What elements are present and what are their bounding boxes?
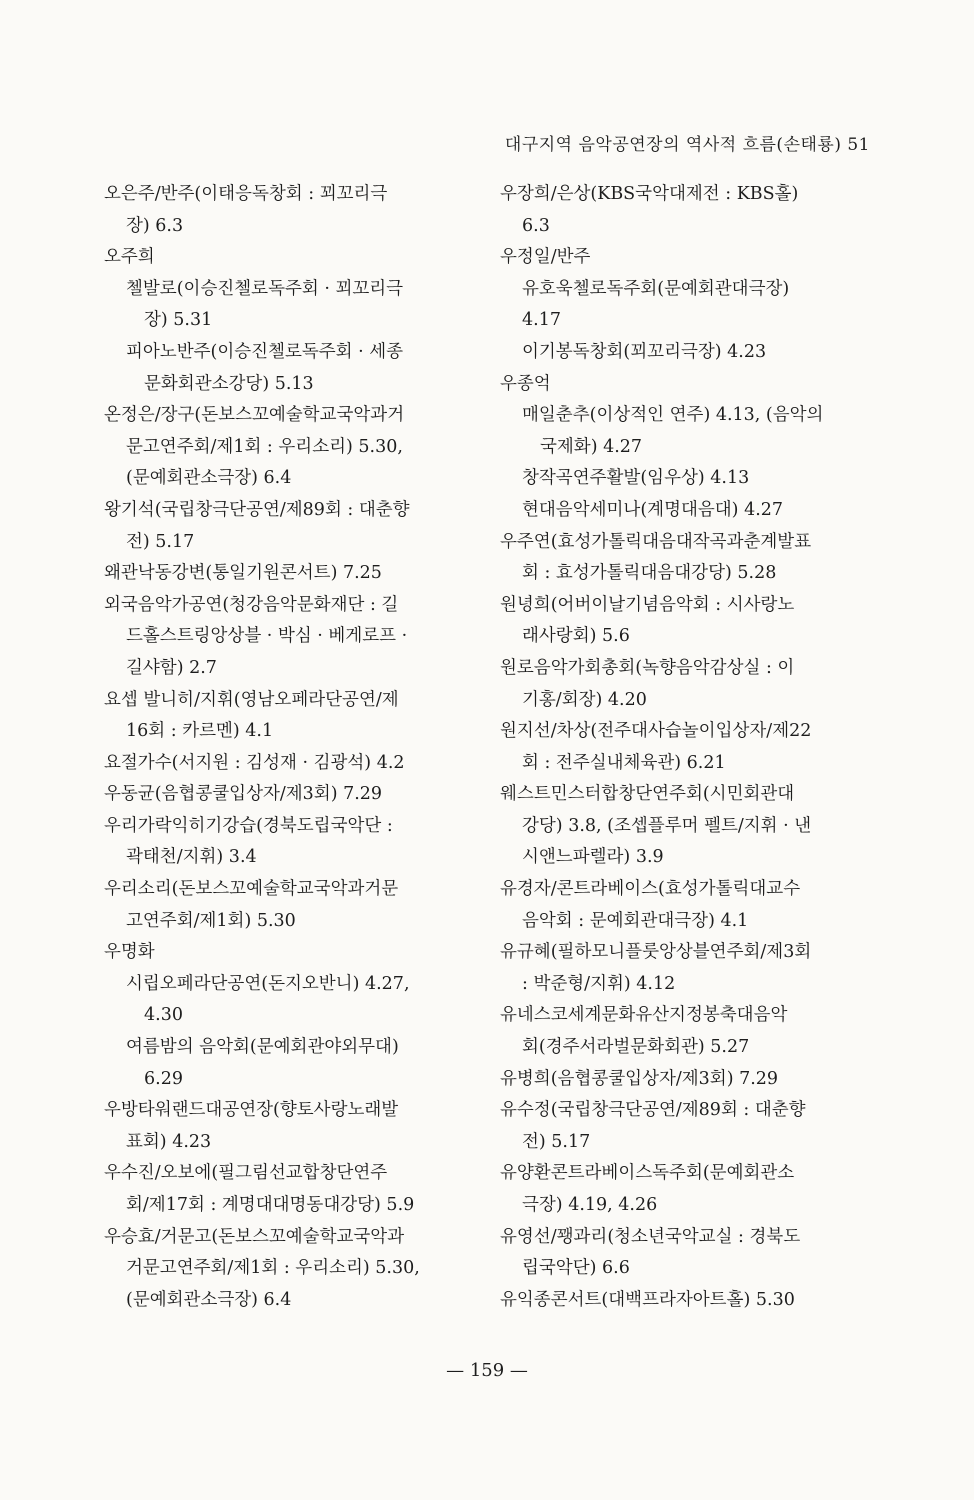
index-line: 곽태천/지휘) 3.4	[126, 847, 257, 868]
index-line: 장) 6.3	[126, 215, 184, 236]
index-line: 우명화	[104, 942, 155, 963]
index-line: 길샤함) 2.7	[126, 657, 217, 678]
index-line: 16회 : 카르멘) 4.1	[126, 721, 274, 742]
index-line: 회 : 전주실내체육관) 6.21	[522, 752, 726, 773]
running-header: 대구지역 음악공연장의 역사적 흐름(손태룡) 51	[504, 135, 870, 155]
index-line: 시립오페라단공연(돈지오반니) 4.27,	[126, 973, 410, 994]
index-line: : 박준형/지휘) 4.12	[522, 973, 676, 994]
index-line: 유경자/콘트라베이스(효성가톨릭대교수	[500, 879, 801, 900]
index-line: 왕기석(국립창극단공연/제89회 : 대춘향	[104, 499, 410, 520]
index-line: 우동균(음협콩쿨입상자/제3회) 7.29	[104, 784, 383, 805]
index-line: 장) 5.31	[144, 310, 213, 331]
index-line: 문고연주회/제1회 : 우리소리) 5.30,	[126, 436, 403, 457]
index-line: 래사랑회) 5.6	[522, 626, 630, 647]
index-line: 거문고연주회/제1회 : 우리소리) 5.30,	[126, 1258, 420, 1279]
page-number: — 159 —	[446, 1360, 528, 1381]
index-line: 강당) 3.8, (조셉플루머 펠트/지휘 · 낸	[522, 815, 812, 836]
index-column-right	[500, 179, 872, 1316]
index-line: 시앤느파렐라) 3.9	[522, 847, 664, 868]
index-line: 첼발로(이승진첼로독주회 · 꾀꼬리극	[126, 278, 404, 299]
index-line: 여름밤의 음악회(문예회관야외무대)	[126, 1037, 399, 1058]
index-line: 우종억	[500, 373, 551, 394]
index-line: 창작곡연주활발(임우상) 4.13	[522, 468, 750, 489]
index-line: 회/제17회 : 계명대대명동대강당) 5.9	[126, 1195, 415, 1215]
index-line: (문예회관소극장) 6.4	[126, 468, 292, 489]
index-line: 유병희(음협콩쿨입상자/제3회) 7.29	[500, 1068, 779, 1089]
index-line: 외국음악가공연(청강음악문화재단 : 길	[104, 594, 399, 615]
index-line: 우정일/반주	[500, 247, 591, 268]
index-line: 우장희/은상(KBS국악대제전 : KBS홀)	[500, 184, 799, 204]
index-line: 온정은/장구(돈보스꼬예술학교국악과거	[104, 405, 405, 426]
index-line: 고연주회/제1회) 5.30	[126, 910, 296, 931]
index-line: 요셉 발니히/지휘(영남오페라단공연/제	[104, 689, 399, 710]
index-line: 원지선/차상(전주대사습놀이입상자/제22	[500, 721, 812, 742]
index-line: (문예회관소극장) 6.4	[126, 1289, 292, 1310]
index-line: 회 : 효성가톨릭대음대강당) 5.28	[522, 563, 777, 584]
index-line: 극장) 4.19, 4.26	[522, 1195, 658, 1215]
index-line: 웨스트민스터합창단연주회(시민회관대	[500, 784, 795, 805]
index-line: 원로음악가회총회(녹향음악감상실 : 이	[500, 657, 795, 678]
index-line: 우주연(효성가톨릭대음대작곡과춘계발표	[500, 531, 812, 552]
index-line: 유양환콘트라베이스독주회(문예회관소	[500, 1163, 795, 1184]
index-line: 우리가락익히기강습(경북도립국악단 :	[104, 815, 393, 836]
index-line: 문화회관소강당) 5.13	[144, 373, 314, 394]
index-line: 4.30	[144, 1005, 183, 1026]
index-line: 유호욱첼로독주회(문예회관대극장)	[522, 278, 790, 299]
index-line: 표회) 4.23	[126, 1131, 212, 1152]
index-line: 유수정(국립창극단공연/제89회 : 대춘향	[500, 1100, 806, 1121]
index-line: 요절가수(서지원 : 김성재 · 김광석) 4.2	[104, 752, 405, 773]
index-line: 드홀스트링앙상블 · 박심 · 베게로프 ·	[126, 626, 408, 647]
index-line: 우수진/오보에(필그림선교합창단연주	[104, 1163, 388, 1184]
index-line: 6.3	[522, 215, 550, 236]
index-line: 6.29	[144, 1068, 183, 1089]
index-line: 오은주/반주(이태응독창회 : 꾀꼬리극	[104, 184, 388, 204]
index-line: 유네스코세계문화유산지정봉축대음악	[500, 1005, 788, 1026]
index-line: 우리소리(돈보스꼬예술학교국악과거문	[104, 879, 399, 900]
index-line: 피아노반주(이승진첼로독주회 · 세종	[126, 341, 404, 362]
index-line: 회(경주서라벌문화회관) 5.27	[522, 1037, 750, 1058]
index-line: 유규혜(필하모니플룻앙상블연주회/제3회	[500, 942, 812, 963]
index-line: 립국악단) 6.6	[522, 1258, 630, 1279]
index-line: 유익종콘서트(대백프라자아트홀) 5.30	[500, 1289, 795, 1310]
index-line: 전) 5.17	[126, 531, 195, 552]
index-line: 원녕희(어버이날기념음악회 : 시사랑노	[500, 594, 795, 615]
index-line: 국제화) 4.27	[540, 436, 643, 457]
index-line: 오주희	[104, 247, 155, 268]
index-line: 왜관낙동강변(통일기원콘서트) 7.25	[104, 563, 382, 584]
index-line: 음악회 : 문예회관대극장) 4.1	[522, 910, 749, 931]
index-line: 전) 5.17	[522, 1131, 591, 1152]
index-line: 기홍/회장) 4.20	[522, 689, 647, 710]
index-column-left	[104, 179, 479, 1316]
index-line: 우방타워랜드대공연장(향토사랑노래발	[104, 1100, 399, 1121]
index-line: 현대음악세미나(계명대음대) 4.27	[522, 499, 784, 520]
index-line: 매일춘추(이상적인 연주) 4.13, (음악의	[522, 405, 824, 426]
index-line: 이기봉독창회(꾀꼬리극장) 4.23	[522, 341, 767, 362]
index-line: 4.17	[522, 310, 561, 331]
index-line: 유영선/꽹과리(청소년국악교실 : 경북도	[500, 1226, 801, 1247]
index-line: 우승효/거문고(돈보스꼬예술학교국악과	[104, 1226, 405, 1247]
